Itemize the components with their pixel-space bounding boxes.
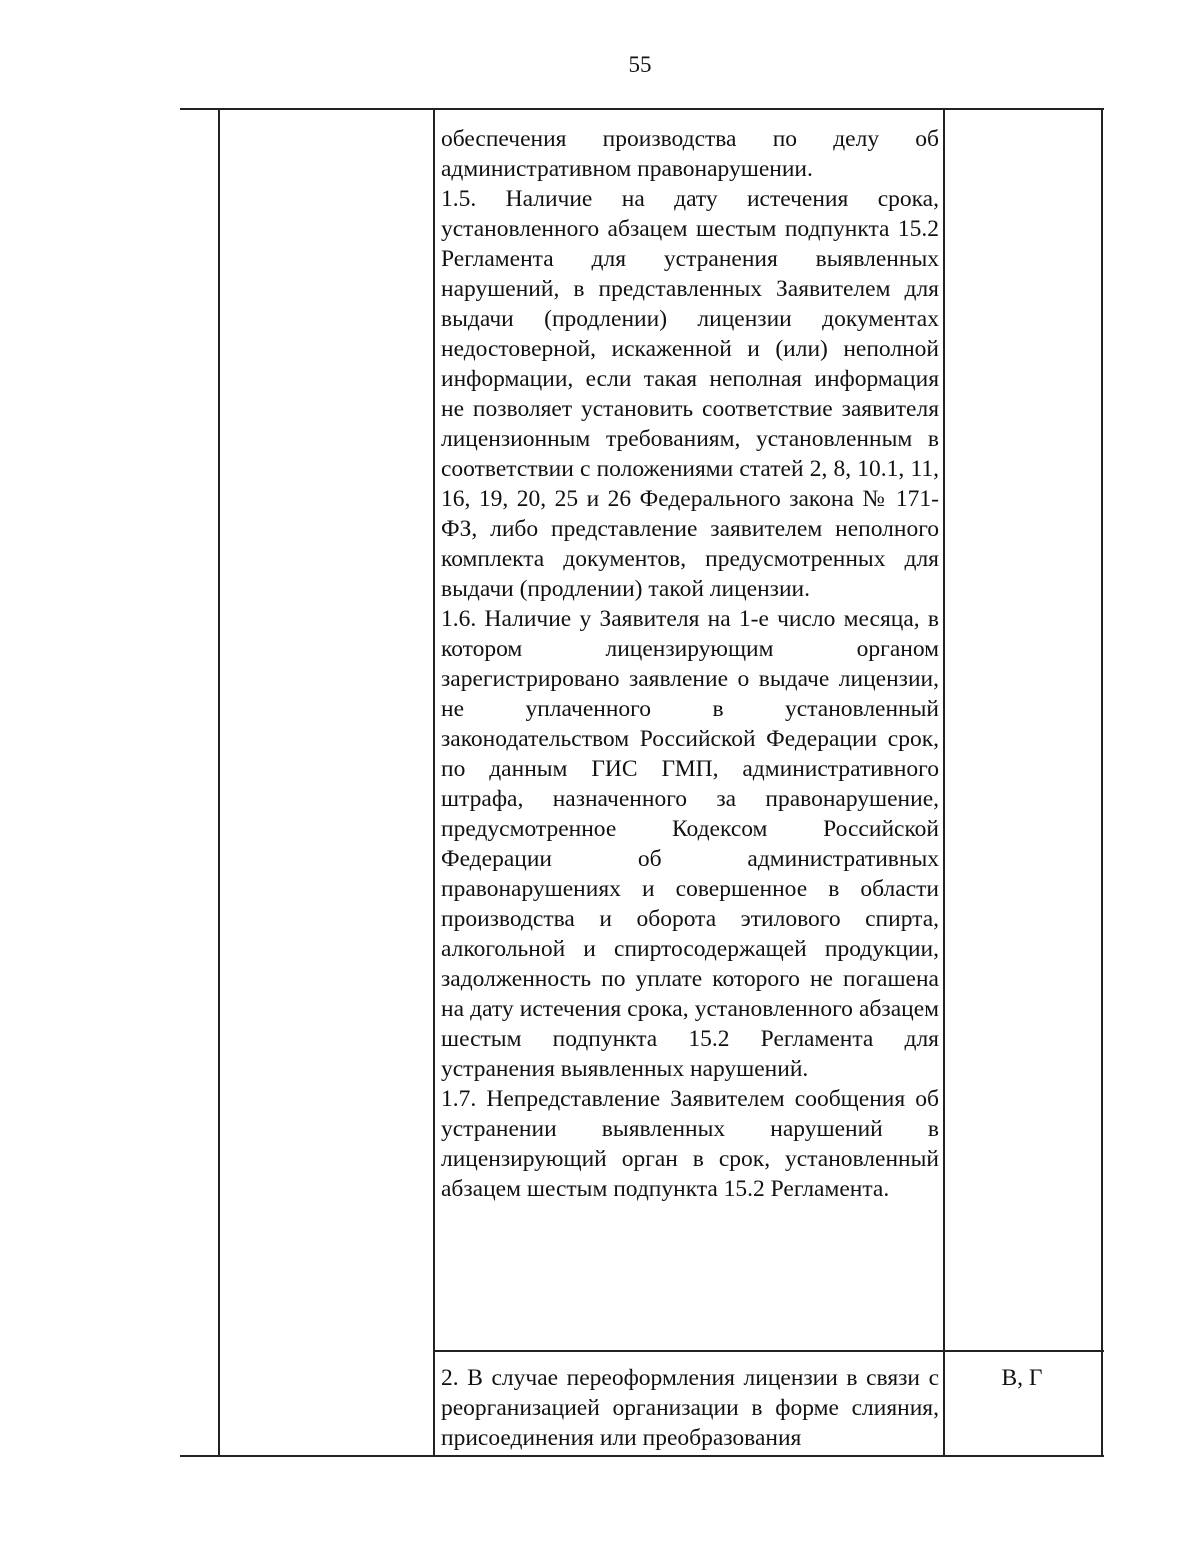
column-line-2 (433, 108, 435, 1457)
paragraph-1-6: 1.6. Наличие у Заявителя на 1-е число месяца, в котором лицензирующим органом зарегистрировано заявление о выдаче лицензии, не уплаченного в установленный законодательством Российской Федерации срок, по данным ГИС ГМП, административного штрафа, назначенного за правонарушение, предусмотренное Кодексом Российской Федерации об административных правонарушениях и совершенное в области производства и оборота этилового спирта, алкогольной и спиртосодержащей продукции, задолженность по уплате которого не погашена на дату истечения срока, установленного абзацем шестым подпункта 15.2 Регламента для устранения выявленных нарушений. (441, 606, 939, 1082)
paragraph-2: 2. В случае переоформления лицензии в связи с реорганизацией организации в форме слияния, присоединения или преобразования (441, 1365, 939, 1451)
column-line-1 (218, 108, 220, 1457)
paragraph-continuation: обеспечения производства по делу об административном правонарушении. (441, 126, 939, 182)
column-line-4 (1101, 108, 1103, 1457)
row-divider (433, 1350, 1104, 1352)
paragraph-1-5: 1.5. Наличие на дату истечения срока, установленного абзацем шестым подпункта 15.2 Регламента для устранения выявленных нарушений, в представленных Заявителем для выдачи (продлении) лицензии документах недостоверной, искаженной и (или) неполной информации, если такая неполная информация не позволяет установить соответствие заявителя лицензионным требованиям, установленным в соответствии с положениями статей 2, 8, 10.1, 11, 16, 19, 20, 25 и 26 Федерального закона № 171-ФЗ, либо представление заявителем неполного комплекта документов, предусмотренных для выдачи (продлении) такой лицензии. (441, 186, 939, 602)
grade-cell-row2: В, Г (1001, 1365, 1043, 1391)
requirements-cell-row1 (441, 124, 939, 1204)
table-top-border (180, 108, 1104, 110)
page-number: 55 (628, 52, 652, 77)
column-line-3 (943, 108, 945, 1457)
table-bottom-border (180, 1455, 1104, 1457)
requirements-cell-row2 (441, 1363, 939, 1453)
paragraph-1-7: 1.7. Непредставление Заявителем сообщения об устранении выявленных нарушений в лицензирующий орган в срок, установленный абзацем шестым подпункта 15.2 Регламента. (441, 1086, 939, 1202)
